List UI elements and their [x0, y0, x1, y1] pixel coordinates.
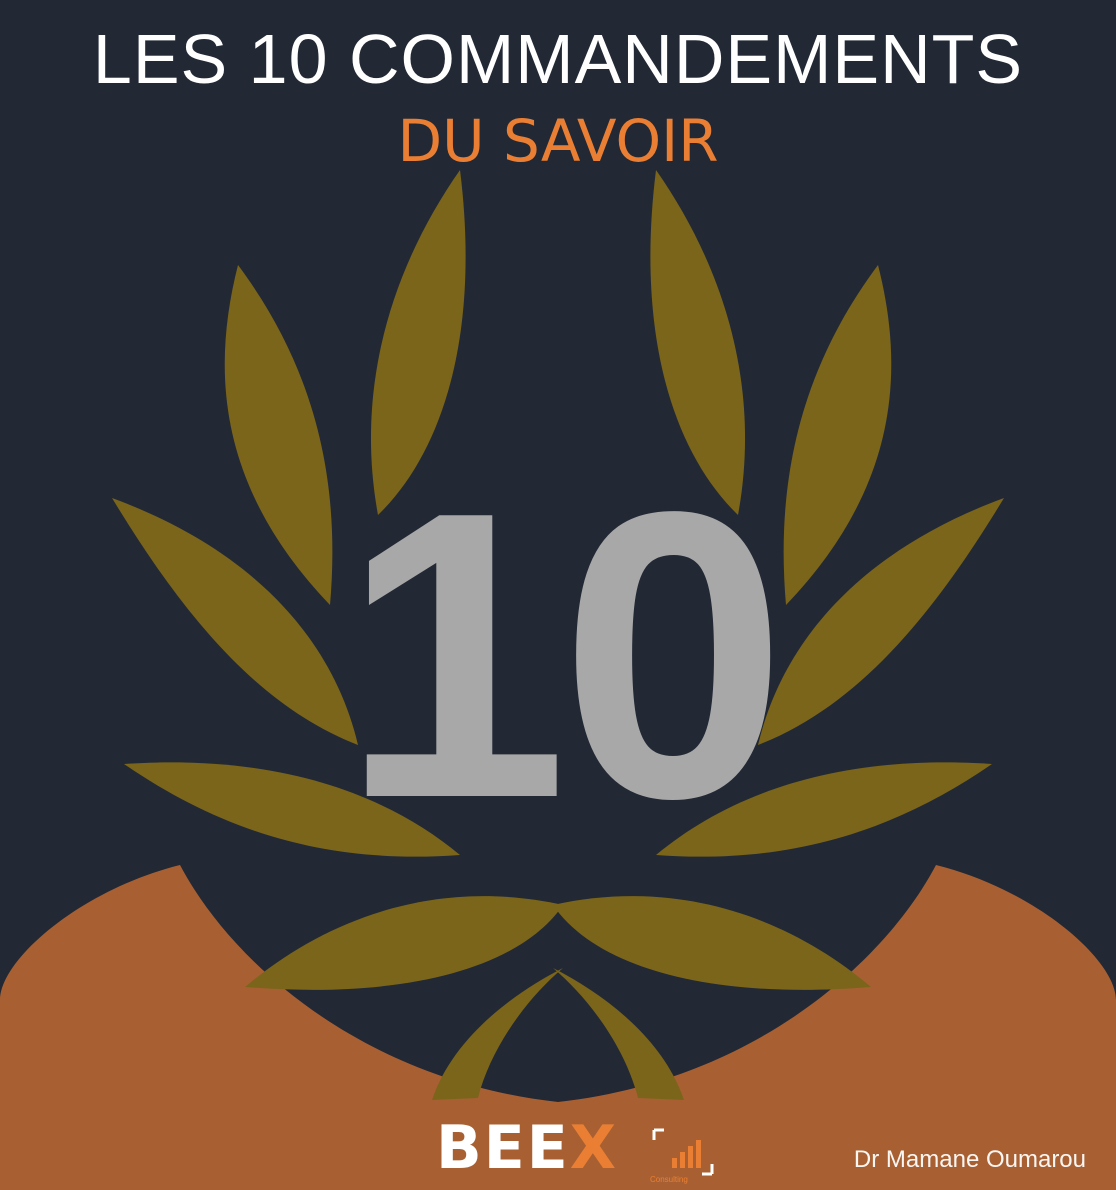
laurel-leaf-left-bottom: [245, 896, 563, 990]
brand-name-prefix: BEE: [436, 1113, 570, 1183]
title-line-2: DU SAVOIR: [397, 107, 719, 175]
laurel-leaf-right-bottom: [553, 896, 871, 990]
author-name: Dr Mamane Oumarou: [853, 1146, 1086, 1173]
laurel-leaf-left-upper: [225, 265, 333, 605]
bar-chart-frame-icon: [648, 1126, 718, 1178]
laurel-stem-right: [553, 968, 684, 1100]
laurel-stem-left: [432, 968, 563, 1100]
laurel-leaf-right-upper: [784, 265, 892, 605]
brand-name-accent: X: [569, 1113, 618, 1183]
brand-subtitle: Consulting: [650, 1175, 688, 1184]
title-line-1: LES 10 COMMANDEMENTS: [92, 20, 1024, 98]
brand-logo: [436, 1113, 722, 1186]
brand-name: [436, 1113, 618, 1183]
big-number: 10: [341, 428, 779, 883]
